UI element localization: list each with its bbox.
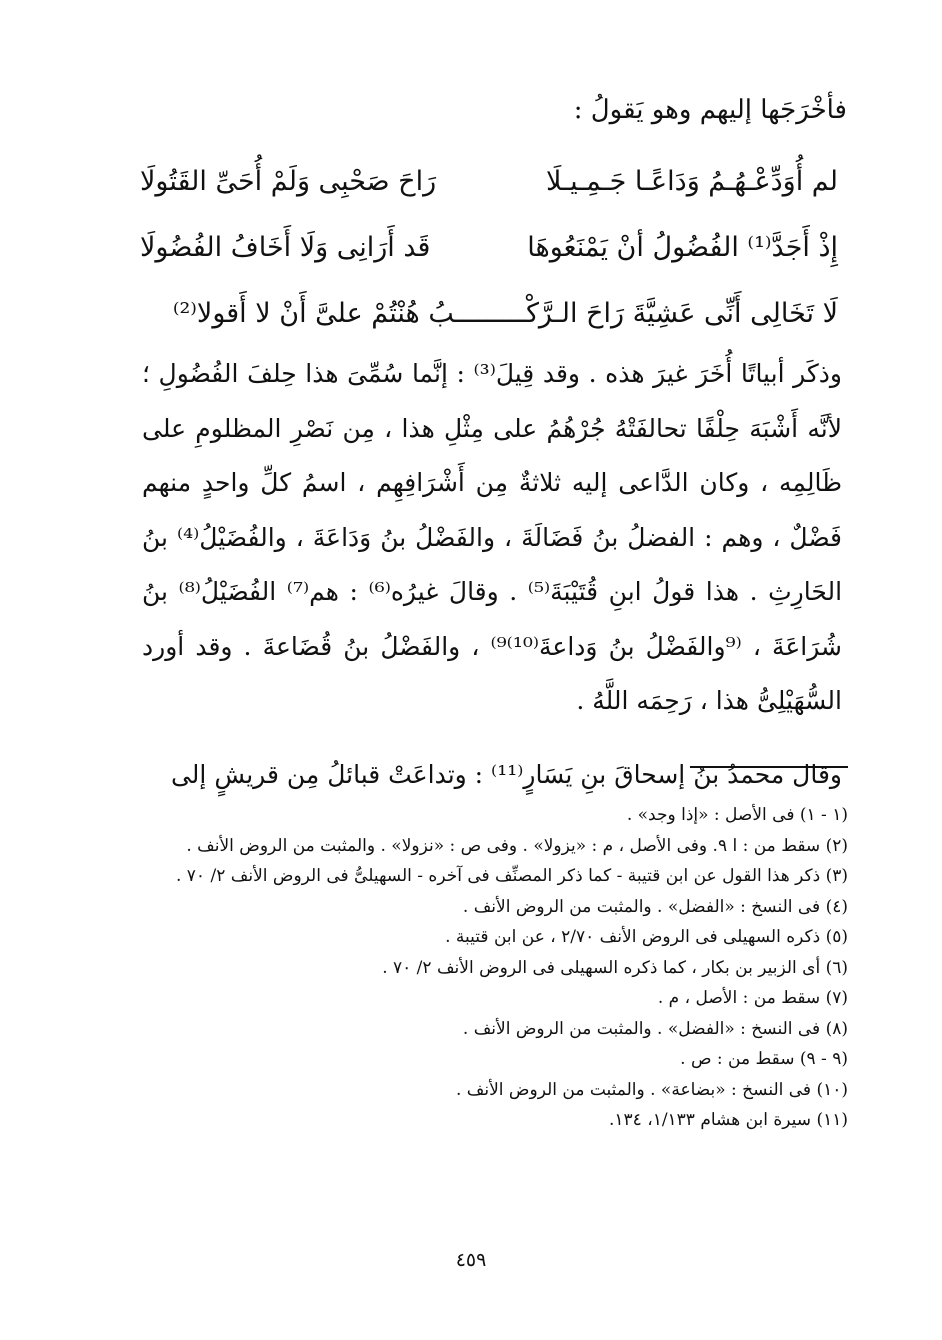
page-number: ٤٥٩ [455, 1249, 487, 1271]
paragraph: وقال محمدُ بنُ إسحاقَ بنِ يَسَارٍ⁽¹¹⁾ : وتداعَتْ قبائلُ مِن قريشٍ إلى [170, 759, 842, 789]
footnote: (٥) ذكره السهيلى فى الروض الأنف ٢/٧٠ ، عن ابن قتيبة . [445, 927, 848, 947]
poem-verse [140, 280, 838, 346]
footnote: (٧) سقط من : الأصل ، م . [657, 988, 848, 1008]
footnote: (١١) سيرة ابن هشام ١/١٣٣، ١٣٤. [608, 1110, 848, 1130]
footnote: (٢) سقط من : ا ٩. وفى الأصل ، م : «يزولا» . وفى ص : «نزولا» . والمثبت من الروض الأنف . [186, 835, 848, 856]
verse-first-hemistich: قَد أَرَانِى وَلَا أَخَافُ الفُضُولَا [140, 231, 431, 263]
footnote: (١ - ١) فى الأصل : «إذا وجد» . [626, 805, 848, 825]
paragraph: وذكَر أبياتًا أُخَرَ غيرَ هذه . وقد قِيلَ⁽³⁾ : إنَّما سُمِّىَ هذا حِلفَ الفُضُولِ ؛ لأنَّه أَشْبَهَ حِلْفًا تحالفَتْهُ جُرْهُمُ على مِثْلِ هذا ، مِن نَصْرِ المظلومِ على ظَالِمِه ، وكان الدَّاعى إليه ثلاثةٌ مِن أَشْرَافِهِم ، اسمُ كلِّ واحدٍ منهم فَضْلٌ ، وهم : الفضلُ بنُ فَضَالَةَ ، والفَضْلُ بنُ وَدَاعَةَ ، والفُضَيْلُ⁽⁴⁾ بنُ الحَارِثِ . هذا قولُ ابنِ قُتَيْبَةَ⁽⁵⁾ . وقالَ غيرُه⁽⁶⁾ : هم⁽⁷⁾ الفُضَيْلُ⁽⁸⁾ بنُ شُرَاعَةَ ، ⁽⁹والفَضْلُ بنُ وَداعةَ⁽¹⁰⁾⁹⁾ ، والفَضْلُ بنُ قُضَاعةَ . وقد أورد السُّهَيْلِىُّ هذا ، رَحِمَه اللَّهُ . [142, 359, 843, 715]
footnote: (٦) أى الزبير بن بكار ، كما ذكره السهيلى فى الروض الأنف ٢/ ٧٠ . [382, 957, 848, 978]
footnotes [128, 800, 848, 1136]
verse-joined-line: لَا تَخَالِى أَنِّى عَشِيَّةَ رَاحَ الـرَّكْـــــــــبُ هُنْتُمْ علىَّ أَنْ لا أَقولا⁽²⁾ [172, 297, 838, 329]
footnote: (٤) فى النسخ : «الفضل» . والمثبت من الروض الأنف . [462, 896, 848, 917]
verse-first-hemistich: رَاحَ صَحْبِى وَلَمْ أُحَىِّ القَتُولَا [140, 165, 437, 197]
footnote: (١٠) فى النسخ : «بضاعة» . والمثبت من الروض الأنف . [455, 1079, 848, 1100]
verse-second-hemistich: لم أُوَدِّعْـهُـمُ وَدَاعًـا جَـمِـيـلَا [546, 165, 838, 197]
poem-verse [140, 148, 838, 214]
footnote-divider [690, 766, 848, 768]
verse-second-hemistich: إِذْ أَجَدَّ⁽¹⁾ الفُضُولُ أنْ يَمْنَعُوهَا [527, 231, 838, 263]
poem-verse [140, 214, 838, 280]
footnote: (٣) ذكر هذا القول عن ابن قتيبة - كما ذكر المصنِّف فى آخره - السهيلىُّ فى الروض الأنف ٢/ ٧٠ . [175, 866, 848, 886]
poem [140, 148, 838, 346]
footnote: (٩ - ٩) سقط من : ص . [680, 1049, 848, 1069]
intro-line: فأخْرَجَها إليهم وهو يَقولُ : [573, 95, 847, 125]
footnote: (٨) فى النسخ : «الفضل» . والمثبت من الروض الأنف . [462, 1018, 848, 1039]
body-text [142, 347, 842, 802]
